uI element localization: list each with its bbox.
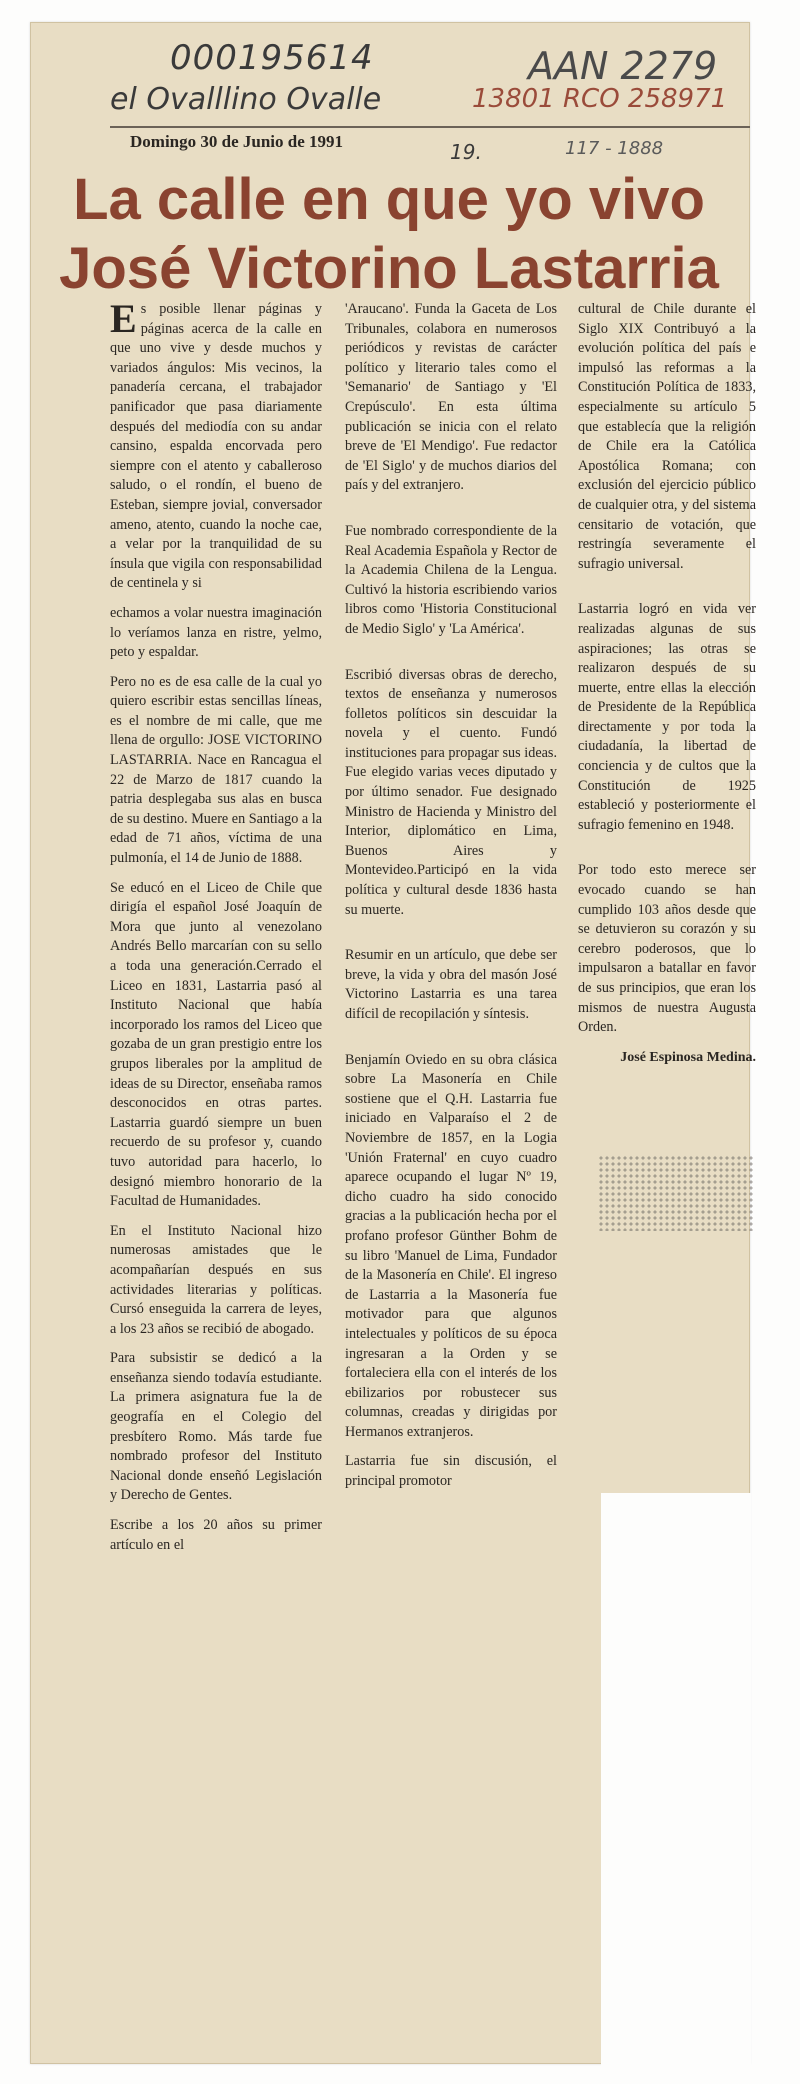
- paragraph: Por todo esto merece ser evocado cuando se han cumplido 103 años desde que se detuvieron su corazón y su cerebro poderosos, que lo impulsaron a batallar en favor de sus principios, que eran los mismos de nuestra Augusta Orden.: [578, 862, 756, 1036]
- paragraph: [110, 296, 322, 594]
- archive-number-handwritten: 000195614: [170, 38, 374, 78]
- publication-handwritten: el Ovalllino Ovalle: [110, 82, 382, 117]
- paragraph: Escribió diversas obras de derecho, textos de enseñanza y numerosos folletos políticos sin descuidar la novela y el cuento. Fundó instituciones para propagar sus ideas. Fue elegido varias veces diputado y por último senador. Fue designado Ministro de Hacienda y Ministro del Interior, diplomático en Lima, Buenos Aires y Montevideo.Participó en la vida política y cultural desde 1836 hasta su muerte.: [345, 666, 557, 918]
- paragraph: Lastarria logró en vida ver realizadas algunas de sus aspiraciones; las otras se realizaron después de su muerte, entre ellas la elección de Presidente de la República directamente y por toda la ciudadanía, la libertad de conciencia y de cultos que la Constitución de 1925 estableció y posteriormente el sufragio femenino en 1948.: [578, 601, 756, 833]
- paragraph: En el Instituto Nacional hizo numerosas amistades que le acompañarían después en sus actividades literarias y políticas. Cursó enseguida la carrera de leyes, a los 23 años se recibió de abogado.: [110, 1222, 322, 1337]
- paragraph: Benjamín Oviedo en su obra clásica sobre La Masonería en Chile sostiene que el Q.H. Lastarria fue iniciado en Valparaíso el 2 de Noviembre de 1857, en la Logia 'Unión Fraternal' en cuyo cuadro aparece ocupando el lugar Nº 19, dicho cuadro ha sido conocido gracias a la publicación hecha por el profano profesor Günther Bohm de su libro 'Manuel de Lima, Fundador de la Masonería en Chile'. El ingreso de Lastarria a la Masonería fue motivador para que algunos intelectuales y políticos de su época ingresaran a la Orden y se fortaleciera ella con el interés de los ebilizarios por robustecer sus columnas, creadas y dirigidas por Hermanos extranjeros.: [345, 1051, 557, 1440]
- stamp-code: 13801 RCO 258971: [472, 84, 728, 114]
- paragraph: Fue nombrado correspondiente de la Real Academia Española y Rector de la Academia Chilena de la Lengua. Cultivó la historia escribiendo varios libros como 'Historia Constitucional de Medio Siglo' y 'La América'.: [345, 522, 557, 637]
- paragraph: 'Araucano'. Funda la Gaceta de Los Tribunales, colabora en numerosos periódicos y revistas de carácter político y literario tales como el 'Semanario' de Santiago y 'El Crepúsculo'. En esta última publicación se inicia con el relato breve de 'El Mendigo'. Fue redactor de 'El Siglo' y de muchos diarios del país y del extranjero.: [345, 301, 557, 494]
- article-column-2: [345, 300, 557, 1502]
- drop-cap: E: [110, 296, 137, 341]
- paragraph: Lastarria fue sin discusión, el principal promotor: [345, 1453, 557, 1490]
- article-column-1: [110, 296, 322, 1565]
- headline-line-1: La calle en que yo vivo: [73, 167, 705, 232]
- paragraph: Resumir en un artículo, que debe ser breve, la vida y obra del masón José Victorino Lastarria es una tarea difícil de recopilación y síntesis.: [345, 947, 557, 1022]
- torn-corner: [601, 1493, 751, 2073]
- paragraph: Para subsistir se dedicó a la enseñanza siendo todavía estudiante. La primera asignatura fue la de geografía en el Colegio del presbítero Romo. Más tarde fue nombrado profesor del Instituto Nacional donde enseñó Legislación y Derecho de Gentes.: [110, 1350, 322, 1504]
- halftone-image-fragment: [598, 1155, 754, 1231]
- paragraph: cultural de Chile durante el Siglo XIX Contribuyó a la evolución política del país e impulsó las reformas a la Constitución Política de 1833, especialmente su artículo 5 que establecía que la religión de Chile era la Católica Apostólica Romana; con exclusión del ejercicio público de cualquier otra, y del sistema censitario de votación, que restringía severamente el sufragio universal.: [578, 301, 756, 572]
- author-signature: José Espinosa Medina.: [620, 1049, 756, 1065]
- number-handwritten: 19.: [450, 140, 482, 164]
- paragraph-text: s posible llenar páginas y páginas acerca de la calle en que uno vive y desde muchos y variados ángulos: Mis vecinos, la panadería cercana, el trabajador panificador que pasa diariamente después del mediodía con su andar cansino, espalda encorvada pero siempre con el atento y caballeroso saludo, o el rondín, el bueno de Esteban, siempre jovial, conversador ameno, atento, cuando la noche cae, a velar por la tranquilidad de su ínsula que vigila con responsabilidad de centinela y si: [110, 301, 322, 592]
- paragraph: echamos a volar nuestra imaginación lo veríamos lanza en ristre, yelmo, peto y espaldar.: [110, 604, 322, 661]
- date-line: Domingo 30 de Junio de 1991: [130, 132, 343, 151]
- headline-line-2: José Victorino Lastarria: [59, 236, 719, 301]
- code-handwritten: AAN 2279: [528, 44, 718, 88]
- article-column-3: [578, 300, 756, 1067]
- header-rule: [110, 126, 750, 128]
- paragraph: Escribe a los 20 años su primer artículo en el: [110, 1517, 322, 1553]
- mark-handwritten: 117 - 1888: [565, 138, 664, 159]
- paragraph: Pero no es de esa calle de la cual yo quiero escribir estas sencillas líneas, es el nombre de mi calle, que me llena de orgullo: JOSE VICTORINO LASTARRIA. Nace en Rancagua el 22 de Marzo de 1817 cuando la patria desplegaba sus alas en busca de su destino. Muere en Santiago a la edad de 71 años, víctima de una pulmonía, el 14 de Junio de 1888.: [110, 673, 322, 867]
- paragraph: Se educó en el Liceo de Chile que dirigía el español José Joaquín de Mora que junto al venezolano Andrés Bello marcarían con su sello a toda una generación.Cerrado el Liceo en 1831, Lastarria pasó al Instituto Nacional que había incorporado los ramos del Liceo que gozaba de un gran prestigio entre los grupos liberales por la amplitud de ideas de su Director, enseñaba ramos desconocidos en otras partes. Lastarria guardó siempre un buen recuerdo de su profesor y, cuando tuvo autoridad para hacerlo, lo designó miembro honorario de la Facultad de Humanidades.: [110, 879, 322, 1210]
